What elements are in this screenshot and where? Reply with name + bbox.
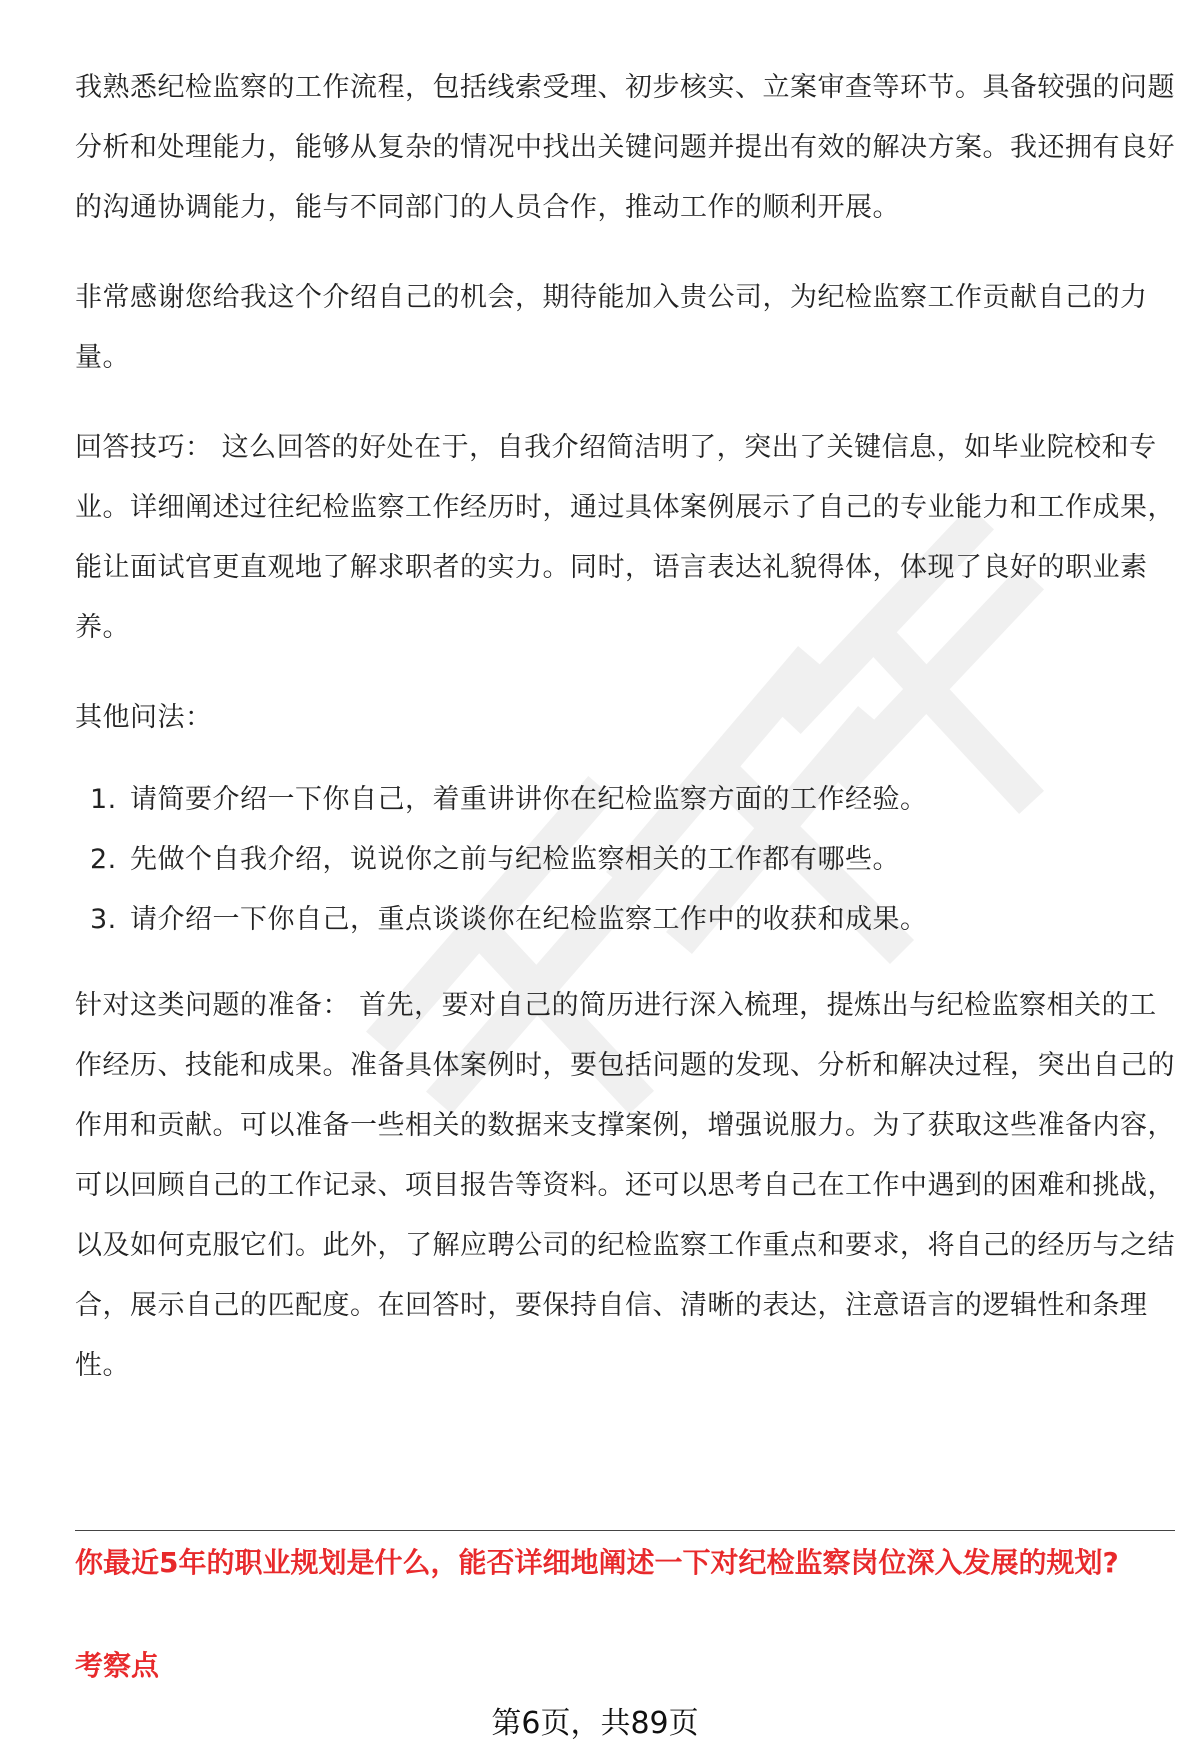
paragraph-work-experience: 我熟悉纪检监察的工作流程，包括线索受理、初步核实、立案审查等环节。具备较强的问题分析和处理能力，能够从复杂的情况中找出关键问题并提出有效的解决方案。我还拥有良好的沟通协调能力，能与不同部门的人员合作，推动工作的顺利开展。	[75, 72, 1175, 223]
paragraph-answer-tips: 回答技巧： 这么回答的好处在于，自我介绍简洁明了，突出了关键信息，如毕业院校和专业。详细阐述过往纪检监察工作经历时，通过具体案例展示了自己的专业能力和工作成果，能让面试官更直观地了解求职者的实力。同时，语言表达礼貌得体，体现了良好的职业素养。	[75, 432, 1175, 643]
next-question-heading: 你最近5年的职业规划是什么，能否详细地阐述一下对纪检监察岗位深入发展的规划?	[75, 1546, 1119, 1579]
list-item: 1. 请简要介绍一下你自己，着重讲讲你在纪检监察方面的工作经验。	[90, 784, 928, 815]
list-item: 2. 先做个自我介绍，说说你之前与纪检监察相关的工作都有哪些。	[90, 844, 900, 875]
section-label: 考察点	[75, 1649, 160, 1682]
paragraph-preparation: 针对这类问题的准备： 首先，要对自己的简历进行深入梳理，提炼出与纪检监察相关的工作经历、技能和成果。准备具体案例时，要包括问题的发现、分析和解决过程，突出自己的作用和贡献。可以准备一些相关的数据来支撑案例，增强说服力。为了获取这些准备内容，可以回顾自己的工作记录、项目报告等资料。还可以思考自己在工作中遇到的困难和挑战，以及如何克服它们。此外，了解应聘公司的纪检监察工作重点和要求，将自己的经历与之结合，展示自己的匹配度。在回答时，要保持自信、清晰的表达，注意语言的逻辑性和条理性。	[75, 990, 1175, 1381]
page-number-footer: 第6页，共89页	[491, 1706, 699, 1741]
paragraph-closing: 非常感谢您给我这个介绍自己的机会，期待能加入贵公司，为纪检监察工作贡献自己的力量。	[75, 282, 1148, 373]
other-questions-list	[75, 770, 1175, 950]
section-divider	[75, 1530, 1175, 1531]
document-body	[75, 58, 1175, 1426]
paragraph-other-questions-heading: 其他问法：	[75, 702, 213, 733]
list-item: 3. 请介绍一下你自己，重点谈谈你在纪检监察工作中的收获和成果。	[90, 904, 928, 935]
